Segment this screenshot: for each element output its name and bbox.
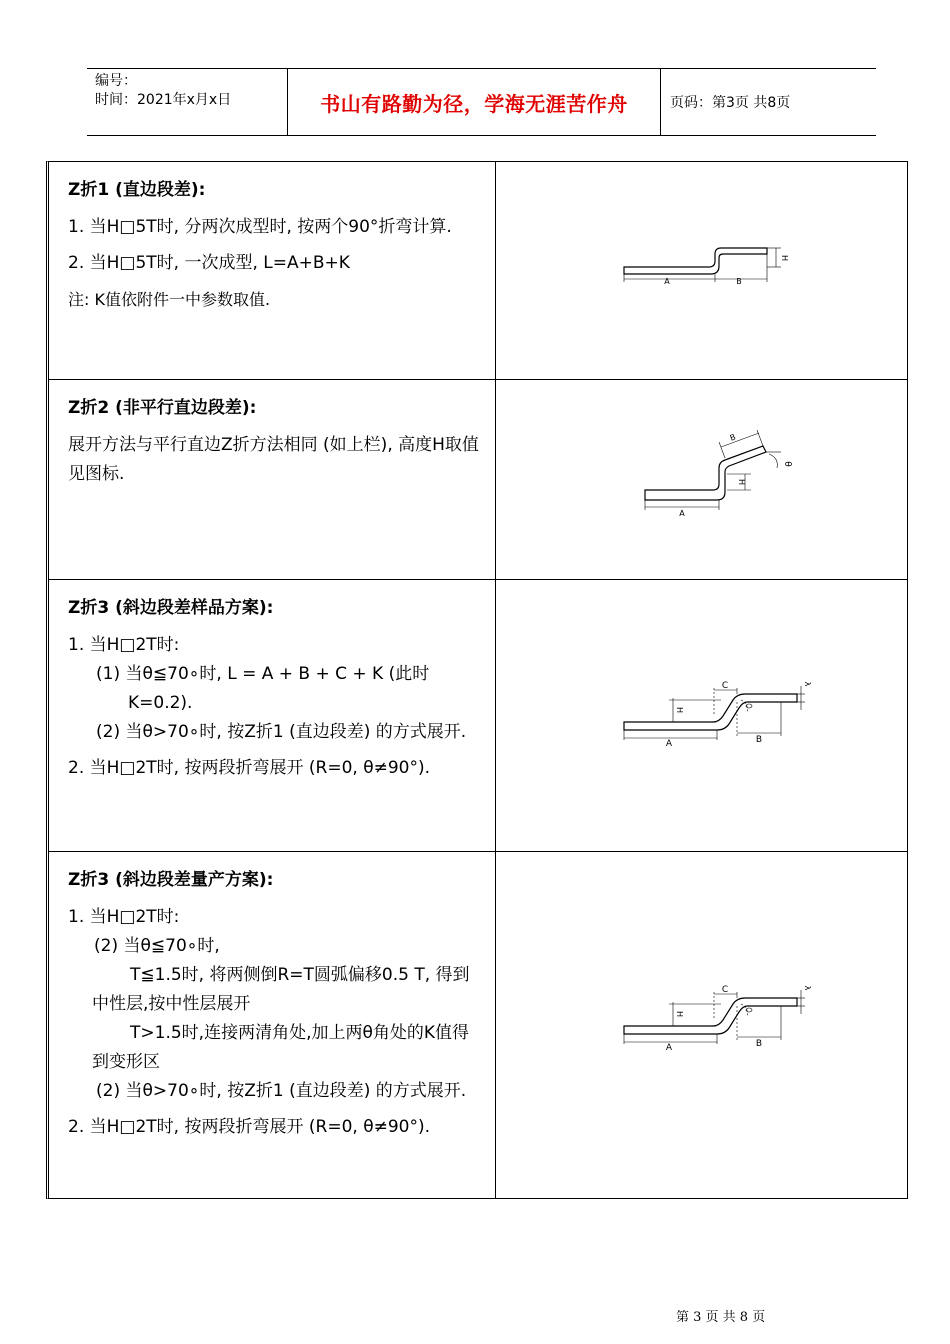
dim-label-c: C [721, 681, 729, 691]
row-line: 2. 当H□2T时, 按两段折弯展开 (R=0, θ≠90°). [68, 758, 431, 778]
dim-label-b: B [755, 735, 763, 745]
row-line: (2) 当θ>70∘时, 按Z折1 (直边段差) 的方式展开. [96, 722, 467, 742]
row-text-cell [49, 380, 496, 579]
row-title: Z折1 (直边段差): [68, 180, 206, 200]
row-line: 2. 当H□2T时, 按两段折弯展开 (R=0, θ≠90°). [68, 1117, 431, 1137]
row-figure-cell [496, 380, 907, 579]
dim-label-b: B [736, 277, 742, 286]
dim-label-lambda: λ [803, 681, 812, 687]
row-line: 1. 当H□2T时: [68, 907, 180, 927]
row-line: T>1.5时,连接两清角处,加上两θ角处的K值得到变形区 [92, 1023, 470, 1072]
z-bend-non-parallel-figure [641, 428, 801, 518]
dim-label-b: B [728, 432, 737, 443]
row-figure-cell [496, 852, 907, 1198]
table-row-z2 [49, 380, 907, 580]
dim-label-a: A [664, 277, 670, 286]
dim-label-h: H [780, 254, 789, 262]
dim-label-c: C [721, 985, 729, 995]
table-row-z3-production [49, 852, 907, 1198]
row-line: 1. 当H□5T时, 分两次成型时, 按两个90°折弯计算. [68, 217, 452, 237]
content-table [46, 161, 908, 1199]
page-footer: 第 3 页 共 8 页 [676, 1310, 766, 1325]
row-line: 2. 当H□5T时, 一次成型, L=A+B+K [68, 253, 350, 273]
page-header [87, 68, 876, 136]
row-title: Z折3 (斜边段差样品方案): [68, 598, 274, 618]
dim-label-h: H [675, 706, 684, 714]
row-title: Z折2 (非平行直边段差): [68, 398, 257, 418]
dim-label-b: B [755, 1039, 763, 1049]
z-bend-oblique-sample-figure [621, 678, 811, 748]
row-note: 注: K值依附件一中参数取值. [68, 290, 271, 309]
row-text-cell [49, 852, 496, 1198]
dim-label-a: A [665, 1043, 673, 1053]
row-line: T≦1.5时, 将两侧倒R=T圆弧偏移0.5 T, 得到中性层,按中性层展开 [92, 965, 470, 1014]
dim-label-a: A [665, 739, 673, 749]
time-label: 时间：2021年x月x日 [95, 92, 232, 108]
dim-label-theta: θ [782, 461, 792, 467]
row-text-cell [49, 580, 496, 851]
row-figure-cell [496, 162, 907, 379]
number-label: 编号： [95, 73, 137, 89]
row-line: (1) 当θ≦70∘时, L = A + B + C + K (此时K=0.2). [96, 664, 430, 713]
dim-label-lambda: λ [803, 985, 812, 991]
row-text-cell [49, 162, 496, 379]
header-meta [87, 69, 287, 135]
row-line: (2) 当θ>70∘时, 按Z折1 (直边段差) 的方式展开. [96, 1081, 467, 1101]
row-title: Z折3 (斜边段差量产方案): [68, 870, 274, 890]
header-motto: 书山有路勤为径，学海无涯苦作舟 [287, 69, 661, 135]
dim-label-h: H [675, 1010, 684, 1018]
dim-label-a: A [679, 509, 685, 518]
dim-label-h: H [737, 478, 746, 486]
row-figure-cell [496, 580, 907, 851]
table-row-z1 [49, 162, 907, 380]
table-row-z3-sample [49, 580, 907, 852]
z-bend-oblique-production-figure [621, 982, 811, 1052]
z-bend-straight-figure [621, 240, 791, 290]
header-page-info: 页码：第3页 共8页 [670, 95, 791, 111]
row-line: (2) 当θ≦70∘时, [94, 936, 220, 956]
row-line: 1. 当H□2T时: [68, 635, 180, 655]
row-line: 展开方法与平行直边Z折方法相同 (如上栏), 高度H取值见图标. [68, 435, 479, 484]
